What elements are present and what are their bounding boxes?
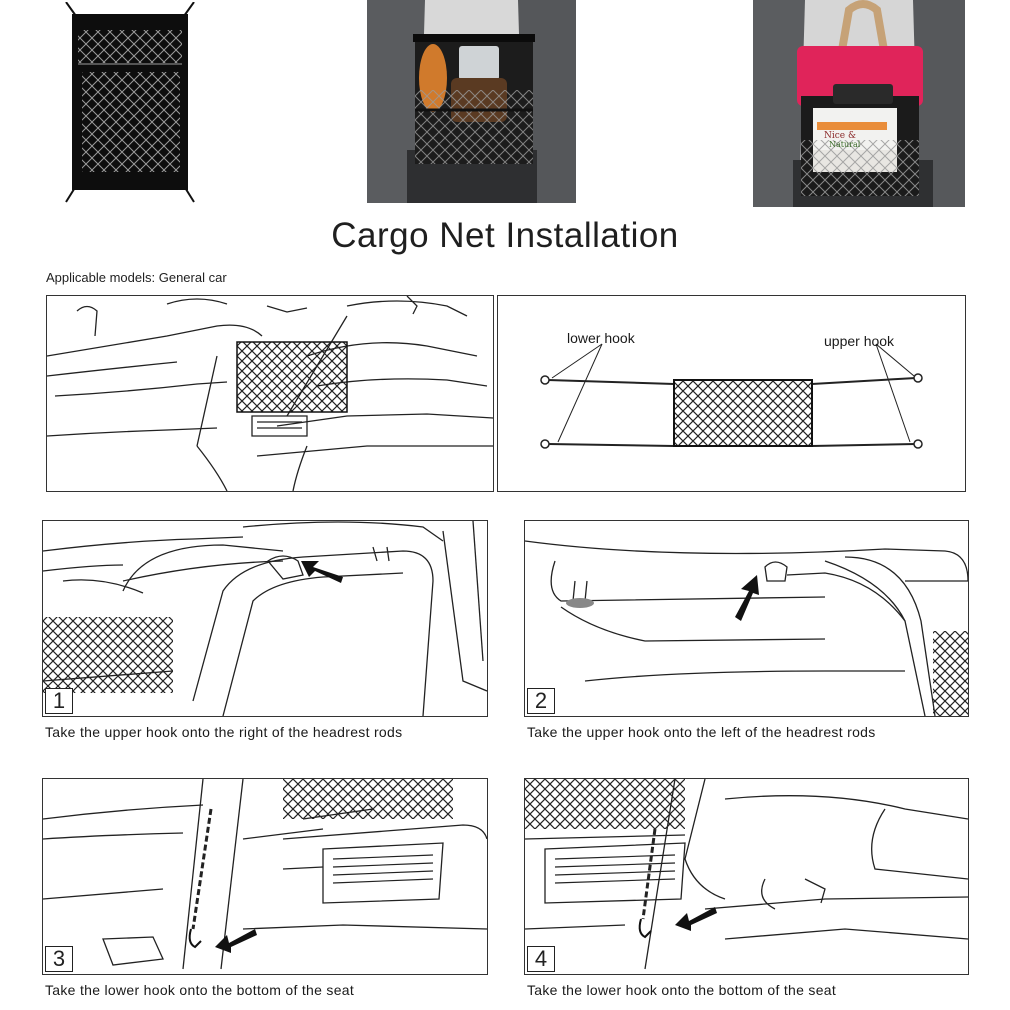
step-2-caption: Take the upper hook onto the left of the headrest rods (527, 724, 876, 740)
box-label: Natural (829, 140, 861, 149)
lower-hook-label: lower hook (567, 330, 635, 346)
overview-install-panel (46, 295, 494, 492)
step-2-panel (524, 520, 969, 717)
step-4-caption: Take the lower hook onto the bottom of the seat (527, 982, 837, 998)
hook-icon (541, 376, 549, 384)
net-with-bag-photo (753, 0, 965, 207)
net-with-items-photo (367, 0, 576, 203)
arrow-icon (675, 907, 717, 931)
arrow-icon (301, 561, 343, 583)
step-1-caption: Take the upper hook onto the right of the headrest rods (45, 724, 403, 740)
step-4-panel (524, 778, 969, 975)
step-3-caption: Take the lower hook onto the bottom of the seat (45, 982, 355, 998)
hook-icon (914, 440, 922, 448)
upper-hook-label: upper hook (824, 333, 895, 349)
hook-icon (190, 929, 201, 947)
page-title: Cargo Net Installation (331, 216, 679, 255)
step-3-panel (42, 778, 488, 975)
hook-diagram-panel (497, 295, 966, 492)
applicable-models: Applicable models: General car (46, 270, 227, 285)
net-diagram (237, 342, 347, 412)
hook-icon (914, 374, 922, 382)
box-label: Nice & (824, 131, 856, 141)
step-number: 2 (527, 688, 555, 714)
step-number: 3 (45, 946, 73, 972)
hook-icon (541, 440, 549, 448)
hook-icon (640, 919, 651, 937)
arrow-icon (215, 929, 257, 953)
cargo-net-product-icon (44, 2, 214, 208)
step-number: 4 (527, 946, 555, 972)
step-number: 1 (45, 688, 73, 714)
step-1-panel (42, 520, 488, 717)
net-diagram (674, 380, 812, 446)
product-net-photo (44, 2, 214, 208)
